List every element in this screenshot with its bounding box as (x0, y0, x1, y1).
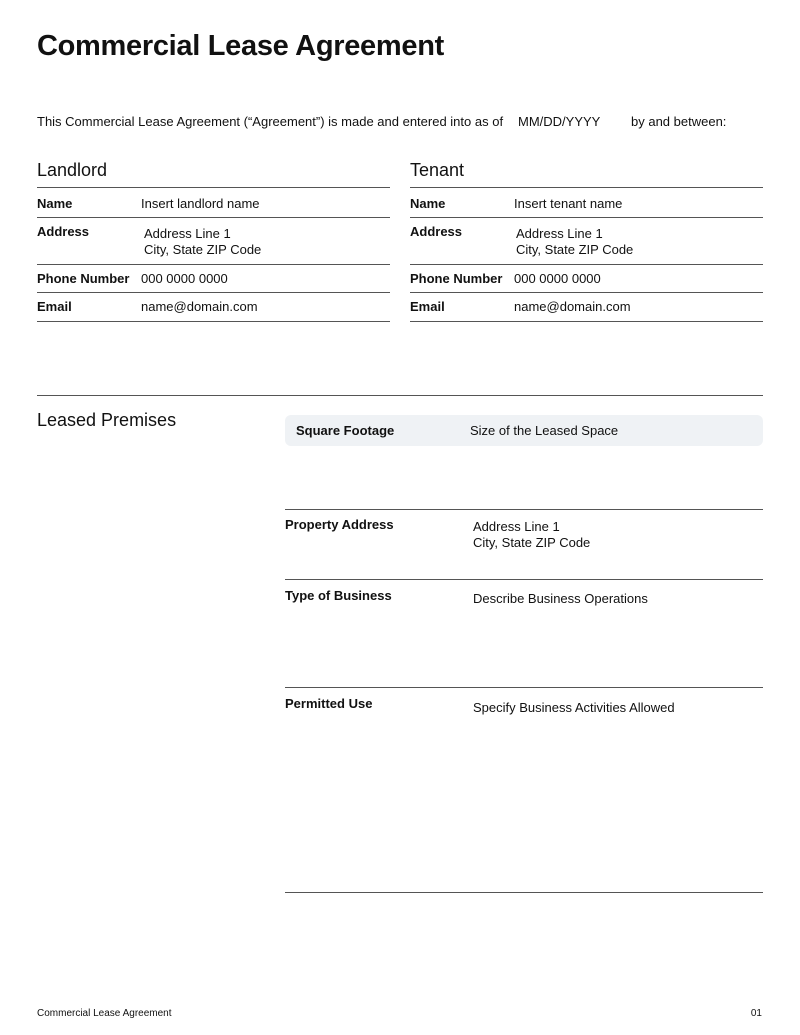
landlord-address-line2-field[interactable]: City, State ZIP Code (144, 242, 262, 257)
tenant-address-line2-field[interactable]: City, State ZIP Code (516, 242, 634, 257)
tenant-heading: Tenant (410, 160, 465, 180)
tenant-address-label: Address (410, 224, 463, 239)
property-address-line1-field[interactable]: Address Line 1 (473, 519, 560, 534)
type-of-business-field[interactable]: Describe Business Operations (473, 591, 648, 606)
intro-text-end: by and between: (631, 114, 727, 129)
property-address-line2-field[interactable]: City, State ZIP Code (473, 535, 591, 550)
page-title: Commercial Lease Agreement (37, 30, 444, 62)
landlord-heading: Landlord (37, 160, 108, 180)
landlord-phone-label: Phone Number (37, 271, 130, 286)
divider (410, 292, 763, 293)
type-of-business-label: Type of Business (285, 588, 392, 603)
divider (285, 579, 763, 580)
permitted-use-field[interactable]: Specify Business Activities Allowed (473, 700, 675, 715)
divider (410, 264, 763, 265)
landlord-address-line1-field[interactable]: Address Line 1 (144, 226, 231, 241)
landlord-email-label: Email (37, 299, 72, 314)
divider (37, 321, 390, 322)
tenant-address-line1-field[interactable]: Address Line 1 (516, 226, 603, 241)
divider (37, 217, 390, 218)
landlord-name-field[interactable]: Insert landlord name (141, 196, 260, 211)
tenant-email-label: Email (410, 299, 445, 314)
tenant-name-field[interactable]: Insert tenant name (514, 196, 623, 211)
footer-page-number: 01 (750, 1008, 762, 1019)
divider (285, 892, 763, 893)
divider (37, 292, 390, 293)
property-address-label: Property Address (285, 517, 394, 532)
section-divider (37, 395, 763, 396)
divider (410, 321, 763, 322)
divider (285, 687, 763, 688)
premises-heading: Leased Premises (37, 410, 177, 430)
tenant-name-label: Name (410, 196, 446, 211)
tenant-email-field[interactable]: name@domain.com (514, 299, 631, 314)
landlord-address-label: Address (37, 224, 90, 239)
divider (285, 509, 763, 510)
permitted-use-label: Permitted Use (285, 696, 373, 711)
divider (410, 187, 763, 188)
tenant-phone-label: Phone Number (410, 271, 503, 286)
intro-text: This Commercial Lease Agreement (“Agreement”) is made and entered into as of (37, 114, 504, 129)
square-footage-label: Square Footage (296, 423, 395, 438)
landlord-email-field[interactable]: name@domain.com (141, 299, 258, 314)
landlord-name-label: Name (37, 196, 73, 211)
divider (37, 187, 390, 188)
agreement-date-field[interactable]: MM/DD/YYYY (518, 114, 601, 129)
tenant-phone-field[interactable]: 000 0000 0000 (514, 271, 601, 286)
divider (37, 264, 390, 265)
footer-document-title: Commercial Lease Agreement (37, 1008, 172, 1019)
square-footage-field[interactable]: Size of the Leased Space (470, 423, 619, 438)
landlord-phone-field[interactable]: 000 0000 0000 (141, 271, 228, 286)
divider (410, 217, 763, 218)
